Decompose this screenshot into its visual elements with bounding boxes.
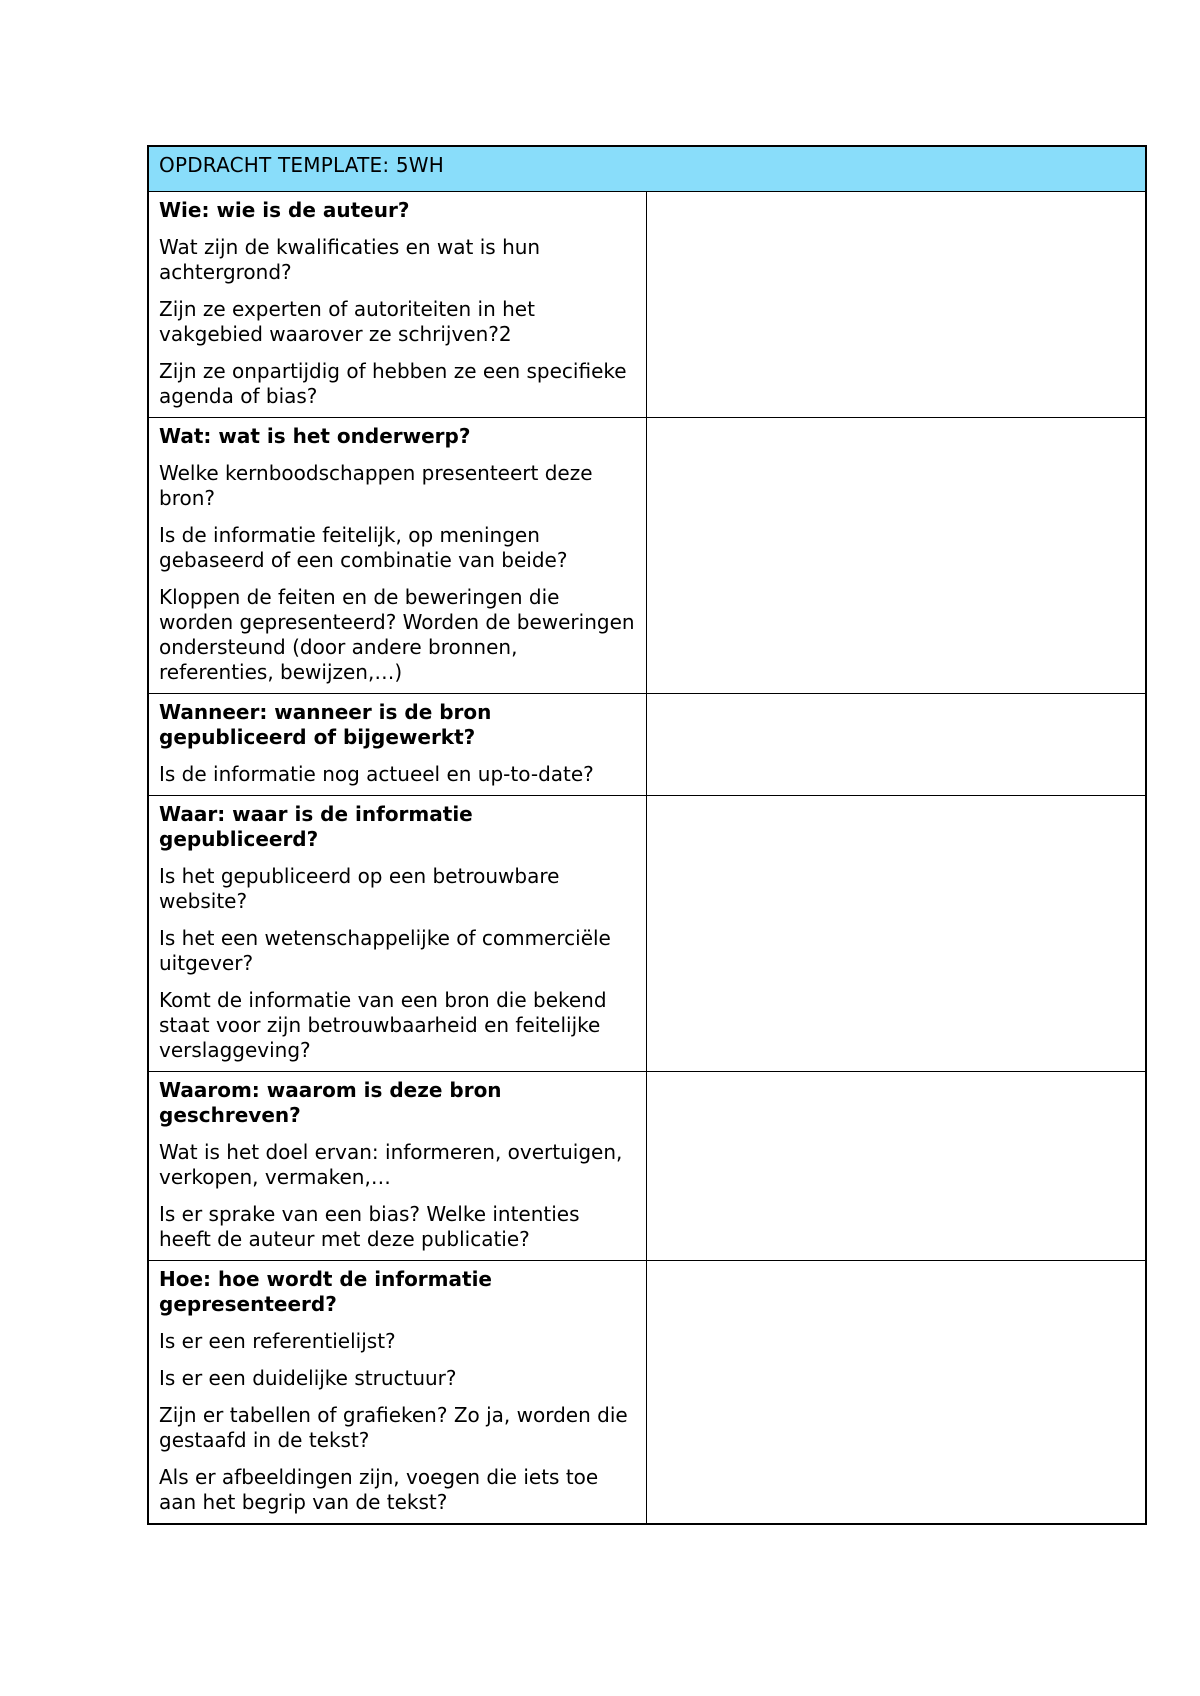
question-line: Is er een referentielijst? — [159, 1329, 396, 1353]
question-line: Is de informatie feitelijk, op meningen gebaseerd of een combinatie van beide? — [159, 523, 568, 572]
question-cell-wat — [148, 418, 646, 694]
question-cell-wanneer — [148, 694, 646, 796]
question-line: Wat zijn de kwalificaties en wat is hun achtergrond? — [159, 235, 541, 284]
question-title: Wanneer: wanneer is de bron gepubliceerd of bijgewerkt? — [159, 700, 492, 749]
table-title: OPDRACHT TEMPLATE: 5WH — [159, 153, 444, 177]
table-row-waar — [148, 796, 1146, 1072]
question-line: Is er een duidelijke structuur? — [159, 1366, 457, 1390]
table-row-wie — [148, 192, 1146, 418]
answer-cell-hoe[interactable] — [646, 1261, 1146, 1525]
document-page — [147, 145, 1145, 1525]
question-title: Hoe: hoe wordt de informatie gepresenteerd? — [159, 1267, 492, 1316]
header-row — [148, 146, 1146, 192]
table-row-waarom — [148, 1072, 1146, 1261]
table-row-wanneer — [148, 694, 1146, 796]
question-line: Zijn er tabellen of grafieken? Zo ja, worden die gestaafd in de tekst? — [159, 1403, 628, 1452]
question-line: Komt de informatie van een bron die bekend staat voor zijn betrouwbaarheid en feitelijke verslaggeving? — [159, 988, 607, 1062]
question-line: Is het gepubliceerd op een betrouwbare website? — [159, 864, 560, 913]
question-line: Wat is het doel ervan: informeren, overtuigen, verkopen, vermaken,… — [159, 1140, 623, 1189]
answer-cell-wie[interactable] — [646, 192, 1146, 418]
question-line: Als er afbeeldingen zijn, voegen die iets toe aan het begrip van de tekst? — [159, 1465, 599, 1514]
answer-cell-waar[interactable] — [646, 796, 1146, 1072]
question-line: Kloppen de feiten en de beweringen die worden gepresenteerd? Worden de beweringen ondersteund (door andere bronnen, referenties, bewijzen,…) — [159, 585, 635, 684]
answer-cell-wanneer[interactable] — [646, 694, 1146, 796]
answer-cell-waarom[interactable] — [646, 1072, 1146, 1261]
question-title: Waarom: waarom is deze bron geschreven? — [159, 1078, 502, 1127]
question-line: Is de informatie nog actueel en up-to-date? — [159, 762, 594, 786]
table-row-hoe — [148, 1261, 1146, 1525]
table-row-wat — [148, 418, 1146, 694]
question-line: Welke kernboodschappen presenteert deze bron? — [159, 461, 593, 510]
question-cell-wie — [148, 192, 646, 418]
question-cell-hoe — [148, 1261, 646, 1525]
answer-cell-wat[interactable] — [646, 418, 1146, 694]
question-title: Wie: wie is de auteur? — [159, 198, 410, 222]
question-line: Zijn ze onpartijdig of hebben ze een specifieke agenda of bias? — [159, 359, 627, 408]
question-line: Is het een wetenschappelijke of commerciële uitgever? — [159, 926, 611, 975]
question-title: Waar: waar is de informatie gepubliceerd? — [159, 802, 473, 851]
question-cell-waar — [148, 796, 646, 1072]
question-title: Wat: wat is het onderwerp? — [159, 424, 471, 448]
question-line: Zijn ze experten of autoriteiten in het vakgebied waarover ze schrijven?2 — [159, 297, 535, 346]
question-cell-waarom — [148, 1072, 646, 1261]
question-line: Is er sprake van een bias? Welke intenties heeft de auteur met deze publicatie? — [159, 1202, 580, 1251]
template-table — [147, 145, 1147, 1525]
header-cell — [148, 146, 1146, 192]
